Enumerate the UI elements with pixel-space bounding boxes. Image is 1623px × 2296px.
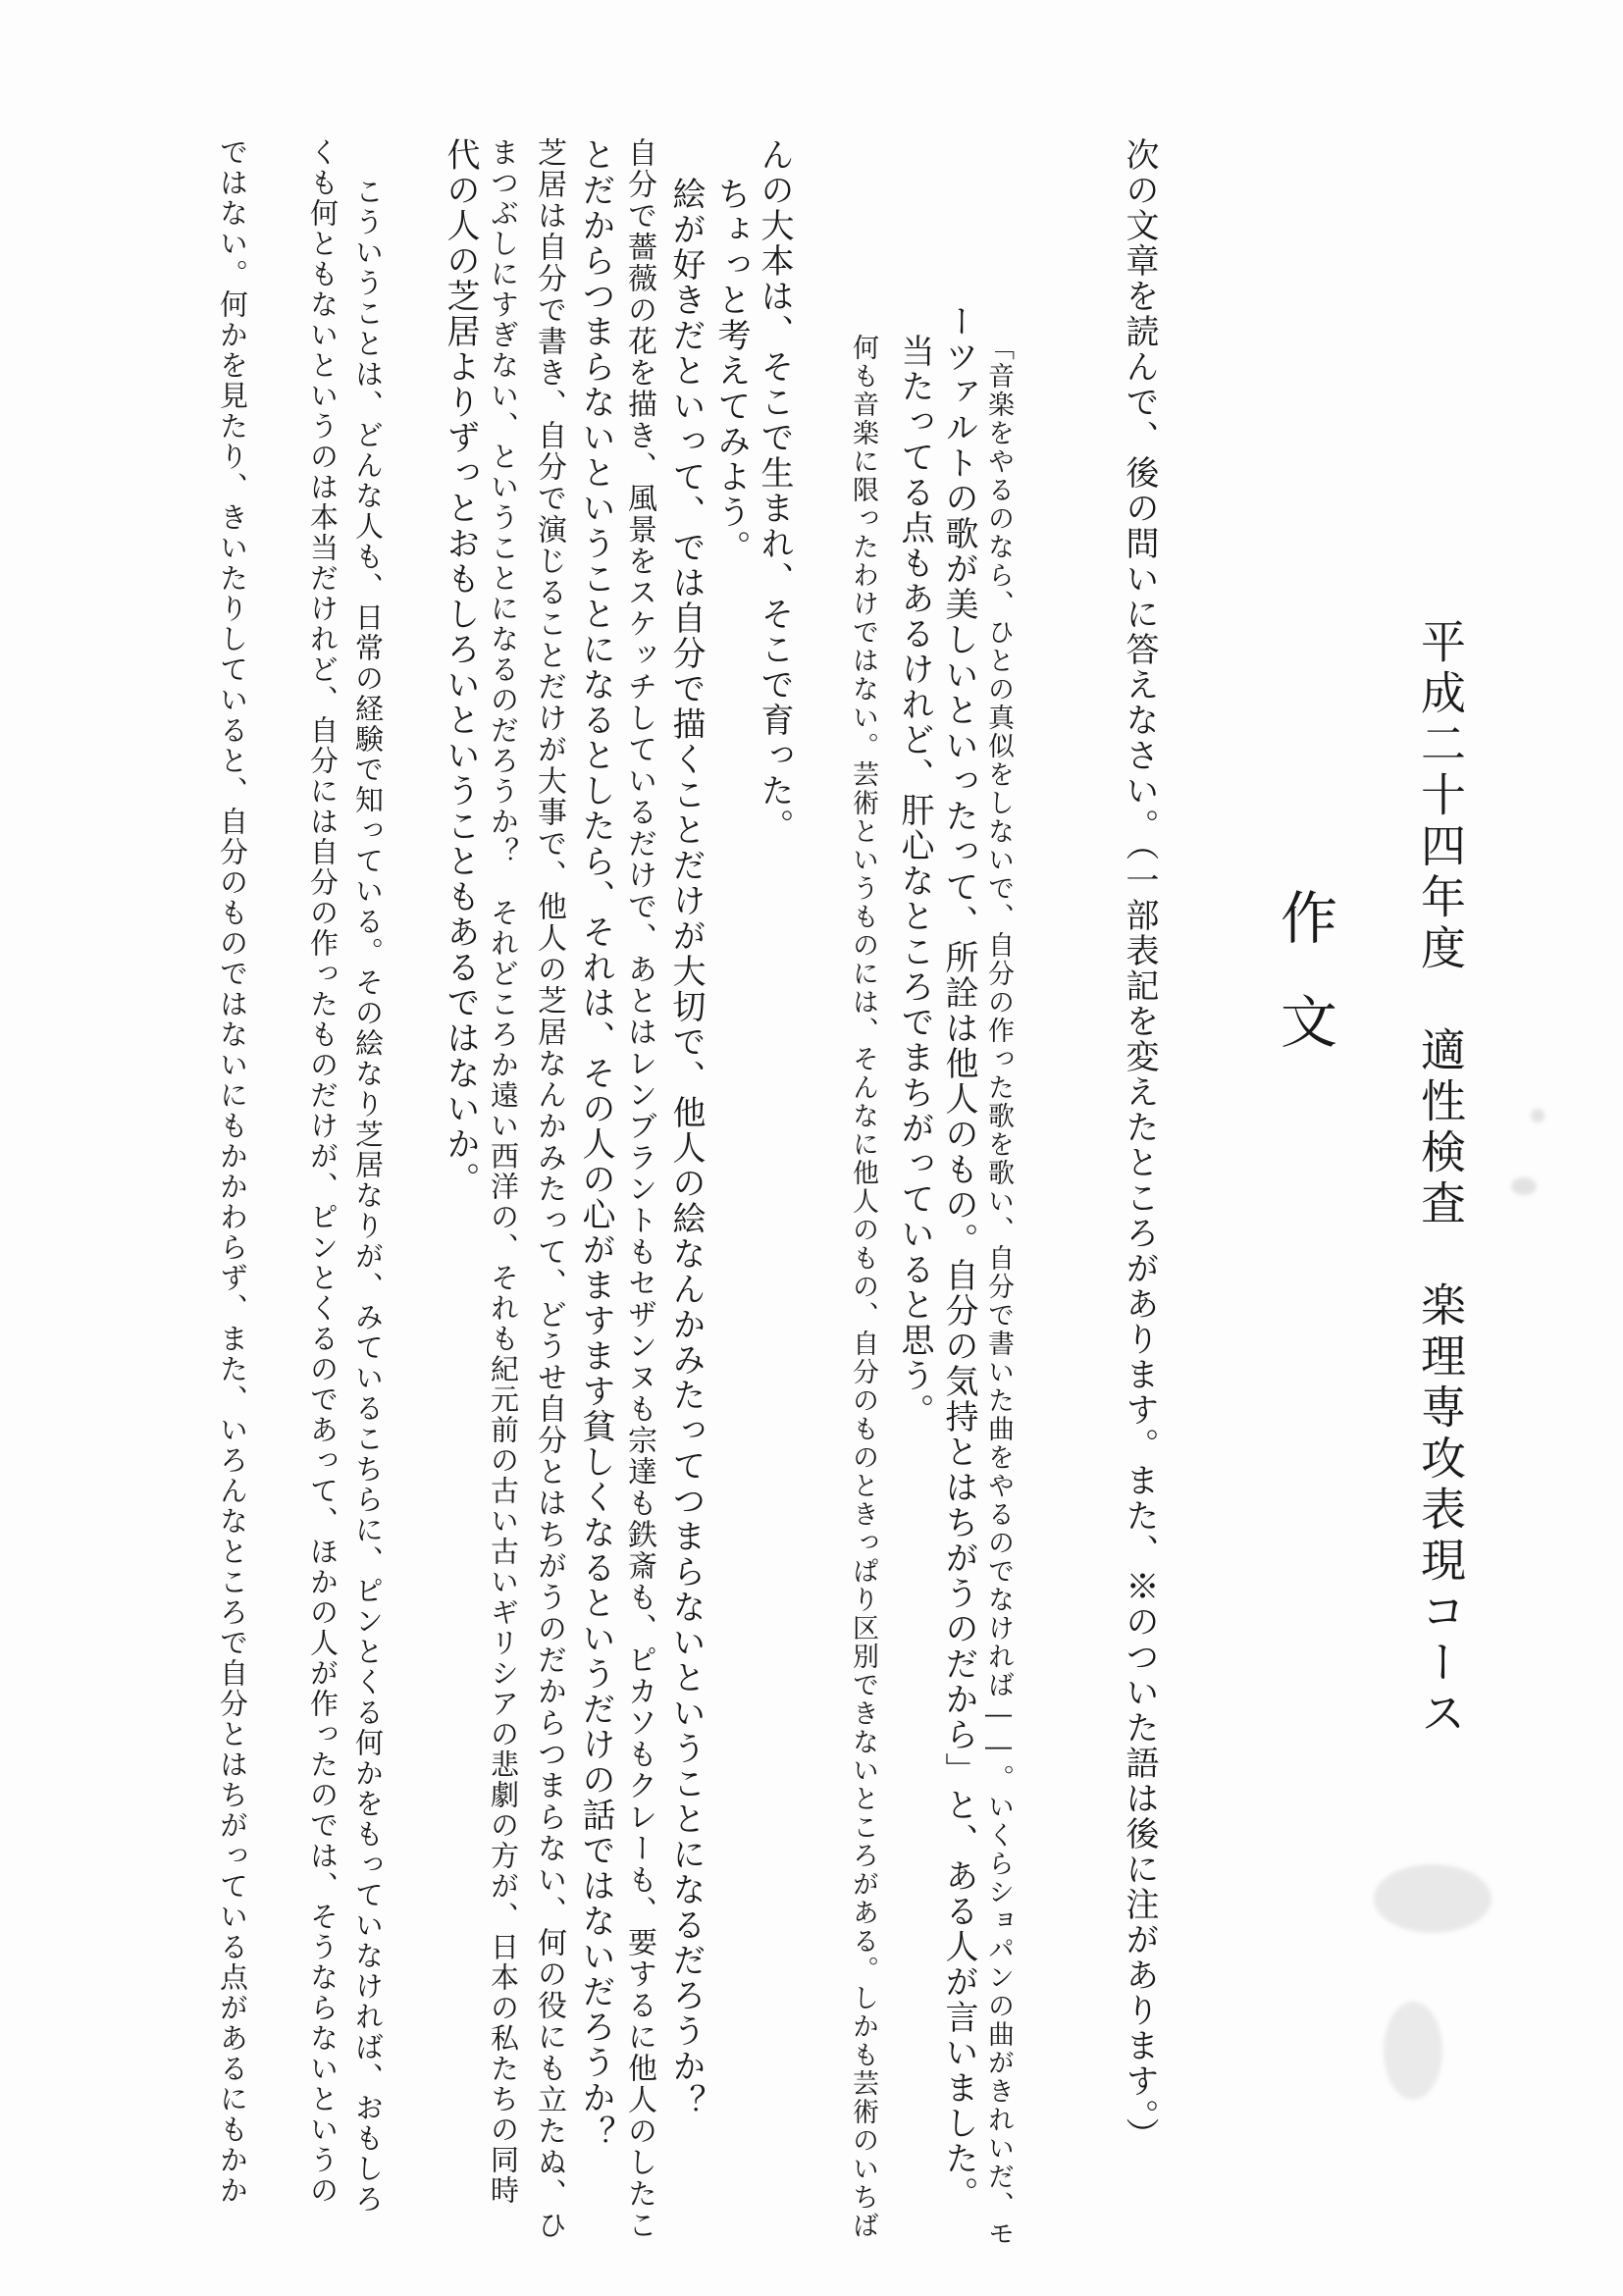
body-line-7: 絵が好きだといって、では自分で描くことだけが大切で、他人の絵なんかみたってつまらないということになるだろうか？ — [666, 177, 706, 2119]
scan-smudge — [1531, 1109, 1544, 1122]
body-line-5: んの大本は、そこで生まれ、そこで育った。 — [755, 137, 794, 844]
scan-smudge — [1511, 1177, 1537, 1195]
body-line-4: 何も音楽に限ったわけではない。芸術というものには、そんなに他人のもの、自分のものときっぱり区別できないところがある。しかも芸術のいちば — [848, 334, 878, 2240]
body-line-3: 当たってる点もあるけれど、肝心なところでまちがっていると思う。 — [895, 334, 934, 1429]
scan-smudge — [1374, 1864, 1492, 1933]
body-line-12: 代の人の芝居よりずっとおもしろいということもあるではないか。 — [441, 137, 480, 1197]
body-line-13: こういうことは、どんな人も、日常の経験で知っている。その絵なり芝居なりが、みているこちらに、ピンとくる何かをもっていなければ、おもしろ — [351, 177, 385, 2215]
body-line-11: まつぶしにすぎない、ということになるのだろうか？ それどころか遠い西洋の、それも紀元前の古い古いギリシアの悲劇の方が、日本の私たちの同時 — [487, 137, 520, 2206]
body-line-14: くも何ともないというのは本当だけれど、自分には自分の作ったものだけが、ピンとくるのであって、ほかの人が作ったのでは、そうならないというの — [306, 137, 340, 2206]
body-line-1: 「音楽をやるのなら、ひとの真似をしないで、自分の作った歌を歌い、自分で書いた曲をやるのでなければ――。いくらショパンの曲がきれいだ、モ — [983, 334, 1014, 2248]
exam-header: 平成二十四年度 適性検査 楽理専攻表現コース — [1414, 618, 1467, 1741]
body-line-10: 芝居は自分で書き、自分で演じることだけが大事で、他人の芝居なんかみたって、どうせ自分とはちがうのだからつまらない、何の役にも立たぬ、ひ — [532, 137, 566, 2241]
subject-title: 作文 — [1271, 888, 1337, 1096]
body-line-15: ではない。何かを見たり、きいたりしていると、自分のものではないにもかかわらず、また、いろんなところで自分とはちがっている点があるにもかか — [216, 137, 249, 2206]
body-line-2: ーツァルトの歌が美しいといったって、所詮は他人のもの。自分の気持とはちがうのだから」と、ある人が言いました。 — [939, 304, 978, 2212]
scan-smudge — [1384, 2002, 1442, 2100]
body-line-6: ちょっと考えてみよう。 — [711, 177, 751, 565]
body-line-9: とだからつまらないということになるとしたら、それは、その人の心がますます貧しくなるというだけの話ではないだろうか？ — [576, 137, 615, 2151]
body-line-8: 自分で薔薇の花を描き、風景をスケッチしているだけで、あとはレンブラントもセザンヌも宗達も鉄斎も、ピカソもクレーも、要するに他人のしたこ — [622, 137, 656, 2241]
instructions: 次の文章を読んで、後の問いに答えなさい。（一部表記を変えたところがあります。また、※のついた語は後に注があります。） — [1120, 137, 1159, 2153]
